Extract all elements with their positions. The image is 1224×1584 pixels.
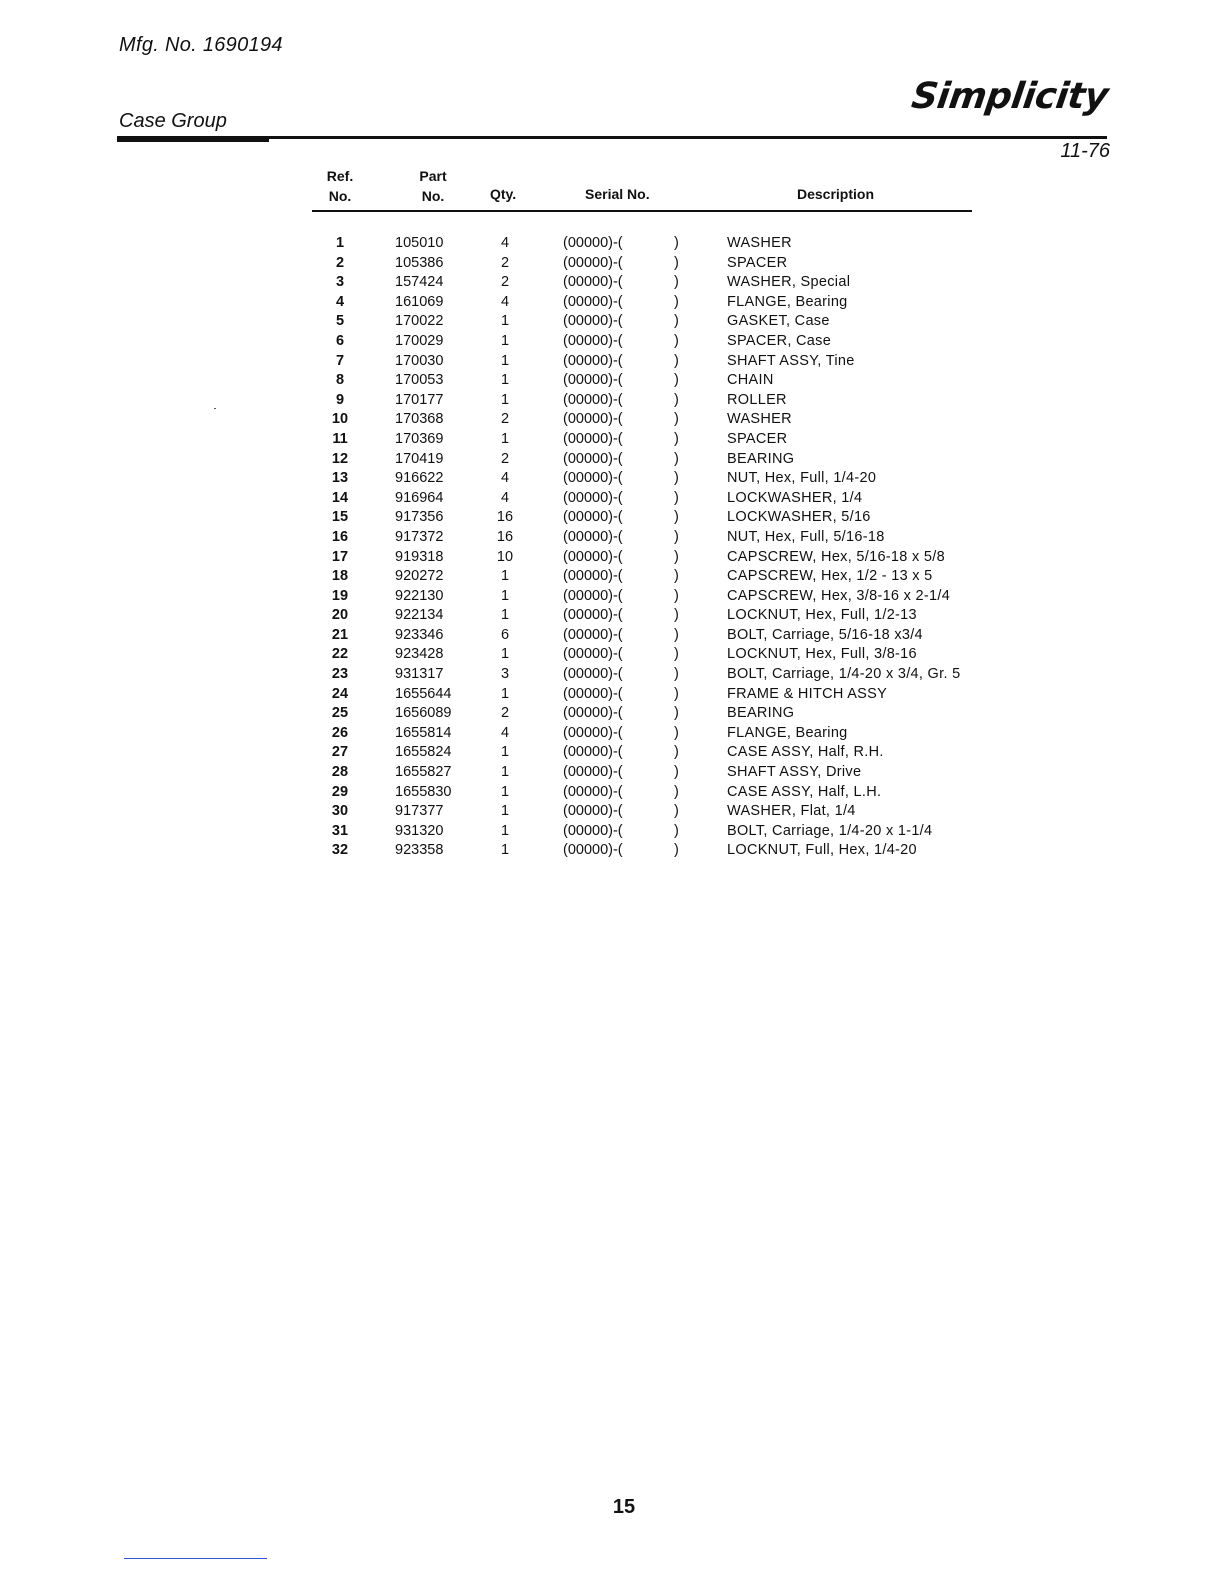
quantity: 1: [500, 744, 510, 761]
serial-range: (00000)-(: [563, 391, 623, 408]
serial-range: (00000)-(: [563, 744, 623, 761]
ref-number: 15: [331, 509, 349, 526]
table-row: [0, 430, 1224, 450]
part-number: 919318: [395, 548, 444, 565]
quantity: 4: [500, 489, 510, 506]
serial-range: (00000)-(: [563, 803, 623, 820]
quantity: 1: [500, 352, 510, 369]
description: LOCKNUT, Hex, Full, 1/2-13: [727, 607, 917, 624]
description: SPACER: [727, 430, 788, 447]
ref-number: 10: [331, 411, 349, 428]
quantity: 1: [500, 822, 510, 839]
part-number: 916964: [395, 489, 444, 506]
serial-range-end: ): [674, 450, 679, 467]
part-number: 105386: [395, 254, 444, 271]
table-row: [0, 645, 1224, 665]
footer-rule: [124, 1558, 267, 1559]
description: FLANGE, Bearing: [727, 293, 848, 310]
serial-range-end: ): [674, 293, 679, 310]
description: WASHER, Special: [727, 274, 851, 291]
column-header-serial: Serial No.: [585, 186, 650, 202]
serial-range-end: ): [674, 332, 679, 349]
serial-range-end: ): [674, 568, 679, 585]
part-number: 916622: [395, 470, 444, 487]
part-number: 923358: [395, 842, 444, 859]
part-number: 105010: [395, 235, 444, 251]
serial-range: (00000)-(: [563, 626, 623, 643]
table-row: [0, 724, 1224, 744]
table-row: [0, 352, 1224, 372]
table-row: [0, 783, 1224, 803]
description: WASHER: [727, 411, 792, 428]
serial-range-end: ): [674, 254, 679, 271]
quantity: 1: [500, 313, 510, 330]
part-number: 917377: [395, 803, 444, 820]
table-row: [0, 450, 1224, 470]
quantity: 1: [500, 568, 510, 585]
serial-range: (00000)-(: [563, 764, 623, 781]
serial-range: (00000)-(: [563, 293, 623, 310]
description: CAPSCREW, Hex, 3/8-16 x 2-1/4: [727, 587, 951, 604]
serial-range-end: ): [674, 764, 679, 781]
serial-range: (00000)-(: [563, 607, 623, 624]
quantity: 16: [496, 528, 514, 545]
part-number: 917372: [395, 528, 444, 545]
serial-range: (00000)-(: [563, 705, 623, 722]
part-number: 1656089: [395, 705, 452, 722]
serial-range-end: ): [674, 391, 679, 408]
column-header-part-line1: Part: [419, 168, 447, 184]
description: GASKET, Case: [727, 313, 830, 330]
column-header-ref: [324, 166, 356, 206]
table-row: [0, 489, 1224, 509]
part-number: 1655830: [395, 783, 452, 800]
ref-number: 4: [335, 293, 345, 310]
description: SHAFT ASSY, Tine: [727, 352, 855, 369]
description: WASHER, Flat, 1/4: [727, 803, 856, 820]
serial-range-end: ): [674, 783, 679, 800]
serial-range: (00000)-(: [563, 470, 623, 487]
ref-number: 5: [335, 313, 345, 330]
ref-number: 25: [331, 705, 349, 722]
serial-range: (00000)-(: [563, 724, 623, 741]
serial-range: (00000)-(: [563, 568, 623, 585]
ref-number: 26: [331, 724, 349, 741]
serial-range-end: ): [674, 666, 679, 683]
table-row: [0, 763, 1224, 783]
group-title: Case Group: [119, 110, 227, 132]
part-number: 170368: [395, 411, 444, 428]
description: SPACER: [727, 254, 788, 271]
parts-list: [0, 234, 1224, 861]
quantity: 2: [500, 705, 510, 722]
ref-number: 20: [331, 607, 349, 624]
description: BOLT, Carriage, 1/4-20 x 1-1/4: [727, 822, 933, 839]
ref-number: 24: [331, 685, 349, 702]
table-row: [0, 234, 1224, 254]
serial-range: (00000)-(: [563, 313, 623, 330]
part-number: 917356: [395, 509, 444, 526]
table-row: [0, 528, 1224, 548]
serial-range: (00000)-(: [563, 254, 623, 271]
ref-number: 27: [331, 744, 349, 761]
part-number: 170369: [395, 430, 444, 447]
serial-range-end: ): [674, 607, 679, 624]
serial-range: (00000)-(: [563, 822, 623, 839]
part-number: 1655824: [395, 744, 452, 761]
quantity: 1: [500, 764, 510, 781]
serial-range: (00000)-(: [563, 274, 623, 291]
part-number: 170053: [395, 372, 444, 389]
serial-range-end: ): [674, 626, 679, 643]
description: NUT, Hex, Full, 5/16-18: [727, 528, 885, 545]
quantity: 1: [500, 332, 510, 349]
table-row: [0, 743, 1224, 763]
table-row: [0, 606, 1224, 626]
description: LOCKNUT, Hex, Full, 3/8-16: [727, 646, 917, 663]
ref-number: 23: [331, 666, 349, 683]
quantity: 4: [500, 470, 510, 487]
serial-range: (00000)-(: [563, 783, 623, 800]
quantity: 2: [500, 411, 510, 428]
description: FRAME & HITCH ASSY: [727, 685, 888, 702]
quantity: 2: [500, 274, 510, 291]
serial-range-end: ): [674, 470, 679, 487]
description: NUT, Hex, Full, 1/4-20: [727, 470, 877, 487]
serial-range-end: ): [674, 548, 679, 565]
serial-range-end: ): [674, 528, 679, 545]
quantity: 1: [500, 783, 510, 800]
serial-range: (00000)-(: [563, 587, 623, 604]
serial-range: (00000)-(: [563, 685, 623, 702]
quantity: 1: [500, 587, 510, 604]
serial-range-end: ): [674, 352, 679, 369]
part-number: 170419: [395, 450, 444, 467]
serial-range-end: ): [674, 705, 679, 722]
serial-range-end: ): [674, 411, 679, 428]
ref-number: 18: [331, 568, 349, 585]
date-code: 11-76: [1060, 140, 1110, 162]
ref-number: 19: [331, 587, 349, 604]
serial-range: (00000)-(: [563, 352, 623, 369]
ref-number: 16: [331, 528, 349, 545]
quantity: 4: [500, 235, 510, 251]
table-row: [0, 685, 1224, 705]
ref-number: 29: [331, 783, 349, 800]
ref-number: 11: [332, 430, 348, 447]
quantity: 1: [500, 372, 510, 389]
description: LOCKNUT, Full, Hex, 1/4-20: [727, 842, 917, 859]
part-number: 922134: [395, 607, 444, 624]
serial-range-end: ): [674, 372, 679, 389]
quantity: 16: [496, 509, 514, 526]
table-row: [0, 254, 1224, 274]
serial-range-end: ): [674, 430, 679, 447]
serial-range: (00000)-(: [563, 489, 623, 506]
table-row: [0, 508, 1224, 528]
quantity: 4: [500, 293, 510, 310]
description: BOLT, Carriage, 1/4-20 x 3/4, Gr. 5: [727, 666, 961, 683]
ref-number: 2: [335, 254, 345, 271]
quantity: 1: [500, 803, 510, 820]
part-number: 1655814: [395, 724, 452, 741]
part-number: 1655827: [395, 764, 452, 781]
ref-number: 28: [331, 764, 349, 781]
part-number: 157424: [395, 274, 444, 291]
serial-range: (00000)-(: [563, 666, 623, 683]
column-header-qty: Qty.: [490, 186, 517, 202]
ref-number: 32: [331, 842, 349, 859]
quantity: 1: [500, 430, 510, 447]
ref-number: 1: [335, 235, 345, 251]
column-header-ref-line1: Ref.: [326, 168, 354, 184]
table-row: [0, 548, 1224, 568]
quantity: 1: [500, 607, 510, 624]
part-number: 923346: [395, 626, 444, 643]
ref-number: 9: [335, 391, 345, 408]
table-row: [0, 293, 1224, 313]
ref-number: 30: [331, 803, 349, 820]
description: CASE ASSY, Half, R.H.: [727, 744, 884, 761]
table-row: [0, 410, 1224, 430]
mfg-number: Mfg. No. 1690194: [119, 34, 283, 56]
brand-logo: Simplicity: [909, 76, 1111, 117]
serial-range-end: ): [674, 685, 679, 702]
part-number: 170030: [395, 352, 444, 369]
description: BEARING: [727, 705, 795, 722]
description: CASE ASSY, Half, L.H.: [727, 783, 882, 800]
serial-range-end: ): [674, 724, 679, 741]
serial-range: (00000)-(: [563, 548, 623, 565]
quantity: 10: [496, 548, 514, 565]
column-header-part: [416, 166, 450, 206]
quantity: 1: [500, 842, 510, 859]
scan-speck: [214, 408, 216, 409]
quantity: 2: [500, 450, 510, 467]
description: BOLT, Carriage, 5/16-18 x3/4: [727, 626, 923, 643]
serial-range-end: ): [674, 235, 679, 251]
ref-number: 3: [335, 274, 345, 291]
part-number: 170177: [395, 391, 444, 408]
table-row: [0, 391, 1224, 411]
table-row: [0, 822, 1224, 842]
serial-range-end: ): [674, 646, 679, 663]
quantity: 2: [500, 254, 510, 271]
description: SHAFT ASSY, Drive: [727, 764, 862, 781]
column-header-rule: [312, 210, 972, 212]
description: BEARING: [727, 450, 795, 467]
ref-number: 8: [335, 372, 345, 389]
table-row: [0, 273, 1224, 293]
serial-range-end: ): [674, 842, 679, 859]
description: SPACER, Case: [727, 332, 832, 349]
table-row: [0, 312, 1224, 332]
description: CHAIN: [727, 372, 774, 389]
part-number: 931317: [395, 666, 444, 683]
serial-range-end: ): [674, 509, 679, 526]
part-number: 170022: [395, 313, 444, 330]
part-number: 920272: [395, 568, 444, 585]
ref-number: 22: [331, 646, 349, 663]
description: LOCKWASHER, 5/16: [727, 509, 871, 526]
header-rule-accent: [117, 138, 269, 142]
serial-range: (00000)-(: [563, 528, 623, 545]
table-row: [0, 567, 1224, 587]
quantity: 1: [500, 391, 510, 408]
ref-number: 6: [335, 332, 345, 349]
quantity: 1: [500, 646, 510, 663]
part-number: 1655644: [395, 685, 452, 702]
ref-number: 17: [331, 548, 349, 565]
serial-range: (00000)-(: [563, 411, 623, 428]
serial-range-end: ): [674, 587, 679, 604]
ref-number: 21: [331, 626, 349, 643]
serial-range-end: ): [674, 274, 679, 291]
part-number: 922130: [395, 587, 444, 604]
description: WASHER: [727, 235, 792, 251]
ref-number: 7: [335, 352, 345, 369]
ref-number: 31: [331, 822, 349, 839]
part-number: 931320: [395, 822, 444, 839]
ref-number: 12: [331, 450, 349, 467]
table-row: [0, 665, 1224, 685]
serial-range: (00000)-(: [563, 235, 623, 251]
serial-range: (00000)-(: [563, 646, 623, 663]
serial-range-end: ): [674, 822, 679, 839]
serial-range: (00000)-(: [563, 332, 623, 349]
serial-range: (00000)-(: [563, 430, 623, 447]
serial-range: (00000)-(: [563, 450, 623, 467]
description: LOCKWASHER, 1/4: [727, 489, 863, 506]
table-row: [0, 371, 1224, 391]
part-number: 161069: [395, 293, 444, 310]
part-number: 923428: [395, 646, 444, 663]
quantity: 4: [500, 724, 510, 741]
quantity: 1: [500, 685, 510, 702]
table-row: [0, 802, 1224, 822]
description: FLANGE, Bearing: [727, 724, 848, 741]
ref-number: 13: [331, 470, 349, 487]
serial-range-end: ): [674, 744, 679, 761]
description: CAPSCREW, Hex, 5/16-18 x 5/8: [727, 548, 945, 565]
quantity: 3: [500, 666, 510, 683]
table-row: [0, 469, 1224, 489]
part-number: 170029: [395, 332, 444, 349]
serial-range: (00000)-(: [563, 842, 623, 859]
serial-range: (00000)-(: [563, 372, 623, 389]
serial-range: (00000)-(: [563, 509, 623, 526]
table-row: [0, 587, 1224, 607]
serial-range-end: ): [674, 803, 679, 820]
table-row: [0, 841, 1224, 861]
serial-range-end: ): [674, 489, 679, 506]
description: ROLLER: [727, 391, 787, 408]
page-number: 15: [612, 1496, 636, 1518]
table-row: [0, 332, 1224, 352]
column-header-ref-line2: No.: [328, 188, 352, 204]
column-header-description: Description: [797, 186, 875, 202]
serial-range-end: ): [674, 313, 679, 330]
ref-number: 14: [331, 489, 349, 506]
table-row: [0, 626, 1224, 646]
quantity: 6: [500, 626, 510, 643]
description: CAPSCREW, Hex, 1/2 - 13 x 5: [727, 568, 933, 585]
column-header-part-line2: No.: [421, 188, 445, 204]
table-row: [0, 704, 1224, 724]
